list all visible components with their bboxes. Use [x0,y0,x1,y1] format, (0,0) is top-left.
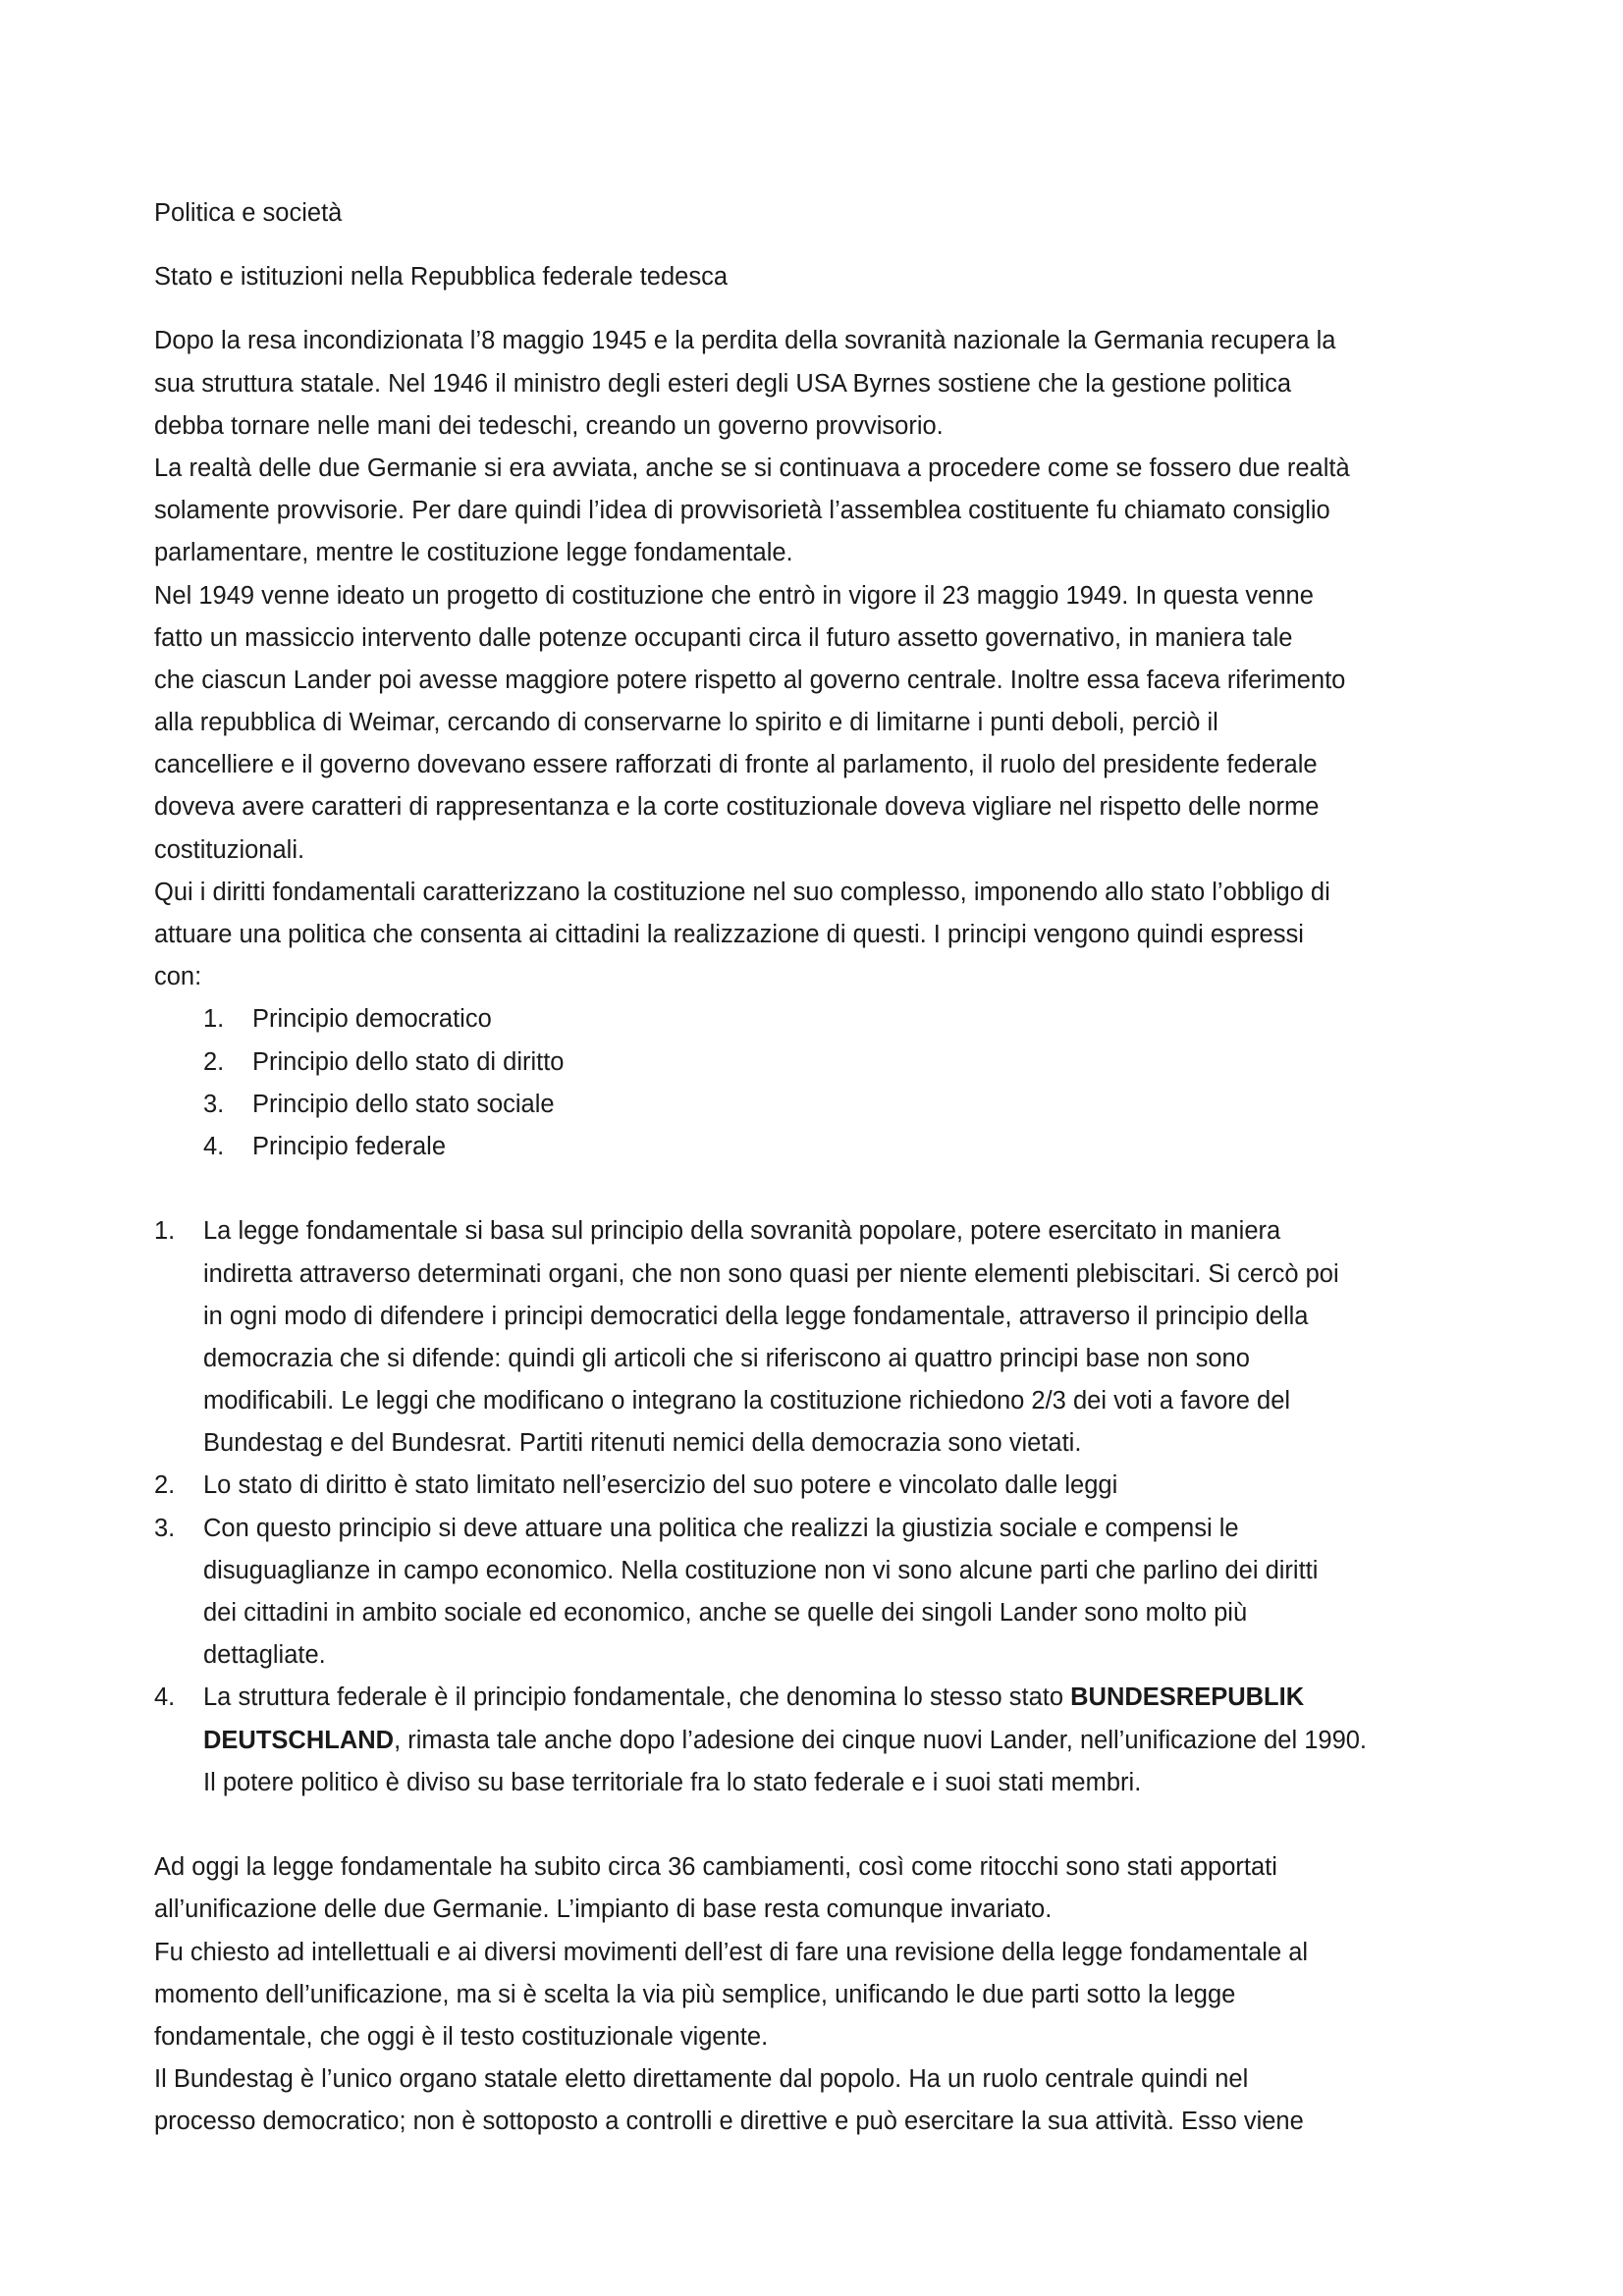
list-number: 1. [203,1005,225,1034]
document-page [154,192,1489,2143]
text-line: disuguaglianze in campo economico. Nella costituzione non vi sono alcune parti che parlino dei diritti [203,1556,1319,1584]
text-line: Il Bundestag è l’unico organo statale eletto direttamente dal popolo. Ha un ruolo centrale quindi nel [154,2065,1249,2094]
text-line: Con questo principio si deve attuare una politica che realizzi la giustizia sociale e compensi le [203,1514,1239,1542]
text-line: attuare una politica che consenta ai cittadini la realizzazione di questi. I principi vengono quindi espressi [154,921,1304,948]
text-span: La struttura federale è il principio fondamentale, che denomina lo stesso stato [203,1683,1071,1712]
text-line: Il potere politico è diviso su base territoriale fra lo stato federale e i suoi stati membri. [203,1768,1142,1796]
list-item [203,1126,1489,1168]
document-subtitle: Stato e istituzioni nella Repubblica federale tedesca [154,263,729,292]
text-line: dettagliate. [203,1641,326,1670]
text-line: parlamentare, mentre le costituzione legge fondamentale. [154,539,793,567]
list-number: 2. [154,1471,176,1500]
list-number: 4. [203,1132,225,1160]
text-line: La realtà delle due Germanie si era avviata, anche se si continuava a procedere come se fossero due realtà [154,454,1350,482]
list-number: 1. [154,1217,176,1246]
explanations-list [154,1210,1489,1804]
list-item [203,1041,1489,1084]
bold-term: BUNDESREPUBLIK [1070,1683,1305,1712]
list-label: Principio federale [252,1132,447,1160]
text-line: Nel 1949 venne ideato un progetto di costituzione che entrò in vigore il 23 maggio 1949. In questa venne [154,581,1314,610]
list-label: Principio dello stato sociale [252,1090,555,1118]
list-number: 4. [154,1683,176,1712]
list-item [154,1677,1489,1804]
principles-list [203,998,1489,1168]
text-line: processo democratico; non è sottoposto a controlli e direttive e può esercitare la sua attività. Esso viene [154,2108,1304,2136]
list-item [154,1210,1489,1465]
list-number: 2. [203,1047,225,1076]
text-line: sua struttura statale. Nel 1946 il ministro degli esteri degli USA Byrnes sostiene che la gestione politica [154,369,1292,398]
text-line: indiretta attraverso determinati organi, che non sono quasi per niente elementi plebiscitari. Si cercò poi [203,1259,1339,1288]
text-line [203,1720,1489,1762]
text-line: democrazia che si difende: quindi gli articoli che si riferiscono ai quattro principi base non sono [203,1344,1250,1372]
text-line: modificabili. Le leggi che modificano o integrano la costituzione richiedono 2/3 dei voti a favore del [203,1387,1291,1415]
text-line: Lo stato di diritto è stato limitato nell’esercizio del suo potere e vincolato dalle leggi [203,1471,1118,1500]
text-line: Fu chiesto ad intellettuali e ai diversi movimenti dell’est di fare una revisione della legge fondamentale al [154,1938,1309,1966]
text-line: alla repubblica di Weimar, cercando di conservarne lo spirito e di limitarne i punti deboli, perciò il [154,709,1218,737]
text-span: , rimasta tale anche dopo l’adesione dei cinque nuovi Lander, nell’unificazione del 1990. [394,1726,1368,1754]
text-line: costituzionali. [154,835,305,864]
text-line: fondamentale, che oggi è il testo costituzionale vigente. [154,2022,769,2051]
document-title: Politica e società [154,199,343,227]
text-line: con: [154,963,202,991]
list-label: Principio dello stato di diritto [252,1047,565,1076]
list-item [203,998,1489,1041]
text-line: momento dell’unificazione, ma si è scelta la via più semplice, unificando le due parti sotto la legge [154,1980,1236,2008]
text-line: La legge fondamentale si basa sul principio della sovranità popolare, potere esercitato in maniera [203,1217,1281,1246]
text-line: che ciascun Lander poi avesse maggiore potere rispetto al governo centrale. Inoltre essa faceva riferimento [154,666,1346,694]
text-line: fatto un massiccio intervento dalle potenze occupanti circa il futuro assetto governativo, in maniera tale [154,623,1293,652]
list-number: 3. [154,1514,176,1542]
text-line: solamente provvisorie. Per dare quindi l’idea di provvisorietà l’assemblea costituente fu chiamato consiglio [154,497,1330,525]
text-line [203,1677,1489,1719]
text-line: dei cittadini in ambito sociale ed economico, anche se quelle dei singoli Lander sono molto più [203,1599,1248,1628]
list-item [154,1465,1489,1507]
list-number: 3. [203,1090,225,1118]
text-line: all’unificazione delle due Germanie. L’impianto di base resta comunque invariato. [154,1896,1053,1924]
closing-paragraph [154,1846,1489,2143]
text-line: Dopo la resa incondizionata l’8 maggio 1945 e la perdita della sovranità nazionale la Germania recupera la [154,327,1336,355]
intro-paragraph [154,320,1489,998]
text-line: Ad oggi la legge fondamentale ha subito circa 36 cambiamenti, così come ritocchi sono stati apportati [154,1853,1277,1882]
text-line: Bundestag e del Bundesrat. Partiti ritenuti nemici della democrazia sono vietati. [203,1429,1082,1458]
list-item [154,1508,1489,1678]
list-label: Principio democratico [252,1005,492,1034]
bold-term: DEUTSCHLAND [203,1726,395,1754]
text-line: in ogni modo di difendere i principi democratici della legge fondamentale, attraverso il principio della [203,1302,1309,1330]
text-line: debba tornare nelle mani dei tedeschi, creando un governo provvisorio. [154,411,944,440]
list-item [203,1084,1489,1126]
text-line: cancelliere e il governo dovevano essere rafforzati di fronte al parlamento, il ruolo del presidente federale [154,751,1318,779]
text-line: doveva avere caratteri di rappresentanza e la corte costituzionale doveva vigliare nel rispetto delle norme [154,793,1320,822]
text-line: Qui i diritti fondamentali caratterizzano la costituzione nel suo complesso, imponendo allo stato l’obbligo di [154,878,1330,906]
